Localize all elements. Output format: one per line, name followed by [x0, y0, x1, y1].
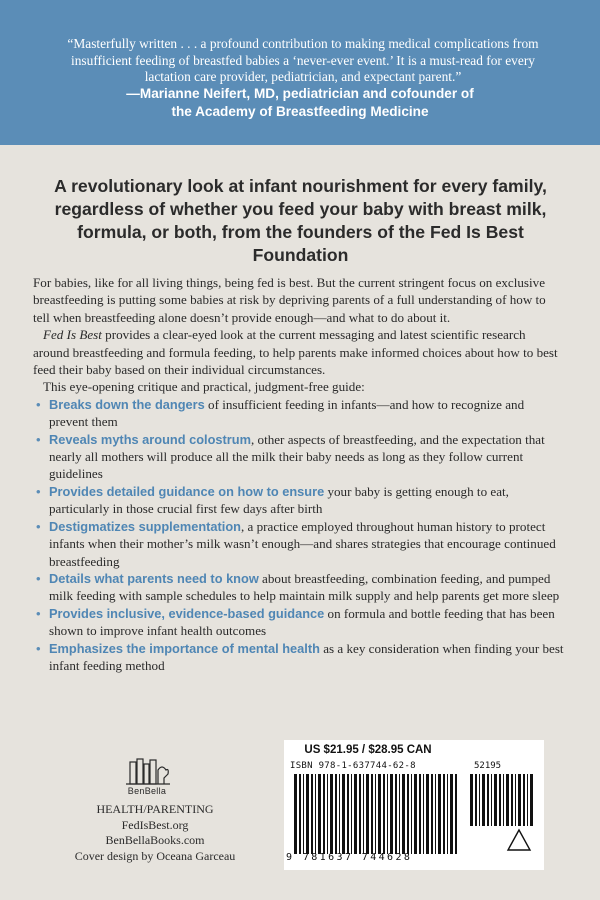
list-item-text: , a practice employed throughout human history to protect infants when their mother’s milk wasn’t enough—and shares strategies that encourage continued breastfeeding	[49, 518, 556, 569]
price-code: 52195	[474, 761, 502, 771]
attribution-line-2: the Academy of Breastfeeding Medicine	[171, 103, 429, 119]
paragraph-intro: For babies, like for all living things, being fed is best. But the current stringent focus on exclusive breastfeeding is putting some babies at risk by depriving parents of a full understanding of how to tell when breastfeeding alone doesn’t provide enough—and what to do about it.	[33, 275, 546, 325]
endorsement-quote: “Masterfully written . . . a profound contribution to making medical complications from insufficient feeding of breastfed babies a ‘never-ever event.’ It is a must-read for every lactation care provider, pediatrician, and expectant parent.”	[67, 36, 539, 84]
barcode-panel	[284, 740, 544, 870]
list-item	[33, 483, 565, 518]
category-label: HEALTH/PARENTING	[96, 802, 214, 816]
bullet-icon: •	[36, 483, 41, 499]
list-item	[33, 605, 565, 640]
triangle-icon	[506, 828, 532, 852]
feature-list	[33, 396, 565, 675]
headline: A revolutionary look at infant nourishment for every family, regardless of whether you feed your baby with breast milk, formula, or both, from the founders of the Fed Is Best Foundation	[54, 176, 547, 265]
list-item	[33, 570, 565, 605]
list-item-text: as a key consideration when finding your best infant feeding method	[49, 640, 564, 673]
paragraph-guide-intro: This eye-opening critique and practical, judgment-free guide:	[43, 379, 365, 395]
list-item-text: , other aspects of breastfeeding, and the expectation that nearly all mothers will produce all the milk their baby needs as long as they follow current guidelines	[49, 431, 545, 482]
description	[33, 274, 565, 674]
website-benbella: BenBellaBooks.com	[105, 833, 205, 847]
bullet-icon: •	[36, 518, 41, 534]
list-item-text: on formula and bottle feeding that has been shown to improve infant health outcomes	[49, 605, 555, 639]
endorsement-attribution	[40, 85, 560, 120]
attribution-line-1: —Marianne Neifert, MD, pediatrician and cofounder of	[126, 86, 474, 101]
website-fedisbest: FedIsBest.org	[121, 817, 189, 832]
bullet-icon: •	[36, 431, 41, 447]
list-item-text: about breastfeeding, combination feeding, and pumped milk feeding with sample schedules to help maintain milk supply and help parents get more sleep	[49, 570, 560, 604]
list-item-highlight: Destigmatizes supplementation	[49, 518, 241, 534]
list-item-text: of insufficient feeding in infants—and how to recognize and prevent them	[49, 396, 525, 430]
list-item-highlight: Details what parents need to know	[49, 570, 259, 586]
list-item-highlight: Emphasizes the importance of mental health	[49, 640, 320, 656]
bullet-icon: •	[36, 396, 41, 412]
quote-band	[0, 0, 600, 145]
bullet-icon: •	[36, 570, 41, 586]
book-title: Fed Is Best	[43, 327, 102, 343]
isbn-label: ISBN 978-1-637744-62-8	[290, 761, 416, 771]
list-item	[33, 518, 565, 570]
list-item-highlight: Provides inclusive, evidence-based guidance	[49, 605, 325, 621]
list-item	[33, 640, 565, 675]
list-item-highlight: Reveals myths around colostrum	[49, 431, 251, 447]
bullet-icon: •	[36, 605, 41, 621]
barcode-addon-bars	[470, 774, 536, 826]
paragraph-book-summary	[33, 326, 565, 378]
list-item-highlight: Breaks down the dangers	[49, 396, 205, 412]
barcode-digits: 9 781637 744628	[286, 852, 413, 863]
list-item-text: your baby is getting enough to eat, particularly in those crucial first few days after birth	[49, 483, 509, 517]
book-stack-icon	[118, 756, 176, 786]
bullet-icon: •	[36, 640, 41, 656]
cover-credit: Cover design by Oceana Garceau	[74, 848, 236, 863]
paragraph-summary-text: provides a clear-eyed look at the current messaging and latest scientific research around breastfeeding and formula feeding, to help parents make informed choices about how to best feed their baby based on their individual circumstances.	[33, 327, 558, 378]
barcode-bars	[294, 774, 462, 854]
publisher-logo-text: BenBella	[127, 786, 167, 796]
list-item	[33, 396, 565, 431]
list-item	[33, 431, 565, 483]
price-label: US $21.95 / $28.95 CAN	[304, 744, 432, 756]
list-item-highlight: Provides detailed guidance on how to ensure	[49, 483, 325, 499]
imprint-info	[70, 802, 240, 864]
